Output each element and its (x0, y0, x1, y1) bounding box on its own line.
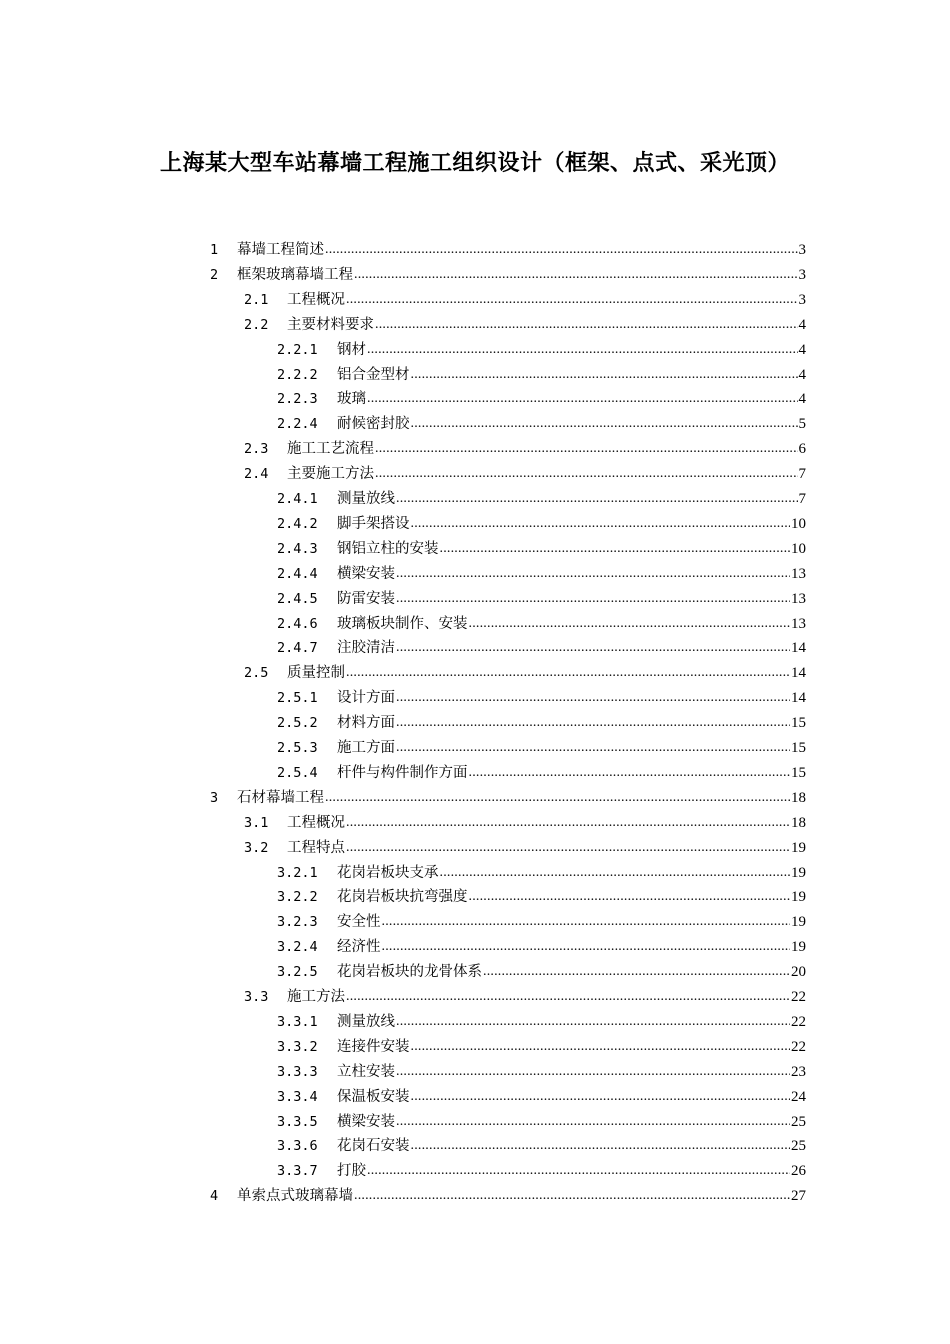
toc-entry-page: 22 (791, 1013, 806, 1030)
toc-entry[interactable] (277, 935, 806, 959)
toc-entry-page: 4 (798, 341, 806, 358)
toc-entry-page: 26 (791, 1163, 806, 1180)
toc-entry-label: 框架玻璃幕墙工程 (237, 266, 353, 283)
toc-entry-number: 3.3.7 (277, 1163, 318, 1180)
toc-dot-leader (354, 263, 798, 287)
toc-dot-leader (375, 313, 798, 337)
toc-entry-number: 4 (210, 1188, 219, 1205)
toc-entry-number: 3.2.1 (277, 864, 318, 881)
toc-entry-number: 3.3.1 (277, 1013, 318, 1030)
toc-entry-label: 单索点式玻璃幕墙 (237, 1188, 353, 1205)
toc-entry[interactable] (244, 437, 806, 461)
toc-entry-page: 14 (791, 665, 806, 682)
toc-entry-label: 石材幕墙工程 (237, 789, 324, 806)
toc-entry-label: 铝合金型材 (337, 366, 410, 383)
toc-entry-number: 3.2.5 (277, 964, 318, 981)
toc-entry-page: 4 (798, 391, 806, 408)
toc-dot-leader (411, 363, 798, 387)
toc-entry-number: 2.1 (244, 291, 269, 308)
toc-entry-number: 3.2.2 (277, 889, 318, 906)
toc-dot-leader (346, 836, 790, 860)
toc-entry[interactable] (277, 1035, 806, 1059)
toc-entry-number: 3.1 (244, 814, 269, 831)
toc-entry-number: 2.4.1 (277, 491, 318, 507)
toc-entry-label: 脚手架搭设 (337, 515, 410, 532)
toc-entry-label: 连接件安装 (337, 1038, 410, 1055)
toc-entry[interactable] (244, 288, 806, 312)
toc-entry-page: 15 (791, 740, 806, 756)
toc-entry-label: 设计方面 (337, 690, 395, 707)
toc-dot-leader (440, 537, 791, 561)
toc-entry-number: 2.4.4 (277, 565, 318, 582)
toc-entry-page: 14 (791, 640, 806, 657)
toc-entry-label: 花岗岩板块抗弯强度 (337, 889, 468, 906)
toc-entry-number: 2 (210, 266, 219, 283)
toc-dot-leader (411, 412, 798, 436)
toc-entry-page: 7 (798, 466, 806, 483)
toc-entry-page: 14 (791, 690, 806, 707)
toc-dot-leader (367, 387, 798, 411)
toc-entry-page: 23 (791, 1063, 806, 1080)
toc-entry[interactable] (210, 238, 806, 262)
toc-entry[interactable] (277, 338, 806, 362)
toc-entry-number: 3.3.6 (277, 1138, 318, 1155)
toc-entry-page: 22 (791, 989, 806, 1005)
toc-entry-label: 施工方面 (337, 740, 395, 756)
toc-entry-page: 19 (791, 914, 806, 931)
toc-dot-leader (375, 462, 798, 486)
toc-entry-label: 工程概况 (287, 291, 345, 308)
toc-entry-page: 15 (791, 764, 806, 781)
toc-entry[interactable] (277, 686, 806, 710)
toc-entry-page: 10 (791, 515, 806, 532)
toc-entry[interactable] (277, 1134, 806, 1158)
toc-dot-leader (354, 1184, 790, 1208)
toc-entry-page: 19 (791, 839, 806, 856)
toc-entry[interactable] (277, 1060, 806, 1084)
toc-entry[interactable] (210, 786, 806, 810)
toc-entry-label: 保温板安装 (337, 1088, 410, 1105)
toc-dot-leader (367, 338, 798, 362)
toc-entry-number: 2.5.1 (277, 690, 318, 707)
toc-dot-leader (396, 562, 790, 586)
toc-entry-page: 19 (791, 864, 806, 881)
toc-entry-number: 3.3.2 (277, 1038, 318, 1055)
toc-entry[interactable] (277, 761, 806, 785)
toc-entry-page: 5 (798, 416, 806, 433)
toc-dot-leader (411, 1134, 791, 1158)
toc-entry[interactable] (277, 1110, 806, 1134)
toc-entry-label: 立柱安装 (337, 1063, 395, 1080)
toc-dot-leader (396, 1010, 790, 1034)
toc-entry[interactable] (277, 537, 806, 561)
toc-entry-number: 2.2.1 (277, 341, 318, 358)
toc-entry[interactable] (244, 462, 806, 486)
toc-entry-page: 15 (791, 715, 806, 732)
toc-entry-number: 3.3.4 (277, 1088, 318, 1105)
toc-entry[interactable] (277, 562, 806, 586)
toc-entry-label: 测量放线 (337, 1013, 395, 1030)
toc-entry-label: 花岗岩板块的龙骨体系 (337, 964, 482, 981)
toc-entry-label: 钢材 (337, 341, 366, 358)
toc-entry-number: 3.2.4 (277, 939, 318, 956)
toc-entry-number: 2.5.3 (277, 740, 318, 756)
toc-entry[interactable] (277, 1010, 806, 1034)
toc-entry-page: 19 (791, 939, 806, 956)
toc-entry-number: 2.5.2 (277, 715, 318, 732)
toc-entry[interactable] (244, 811, 806, 835)
toc-entry-page: 10 (791, 540, 806, 557)
toc-dot-leader (469, 612, 791, 636)
toc-entry-label: 横梁安装 (337, 565, 395, 582)
toc-entry-number: 2.2 (244, 316, 269, 333)
toc-entry-page: 19 (791, 889, 806, 906)
toc-entry-label: 打胶 (337, 1163, 366, 1180)
toc-entry-page: 22 (791, 1038, 806, 1055)
toc-dot-leader (346, 661, 790, 685)
toc-entry-number: 2.4.2 (277, 515, 318, 532)
toc-entry[interactable] (277, 711, 806, 735)
toc-entry-label: 主要材料要求 (287, 316, 374, 333)
toc-dot-leader (396, 736, 790, 760)
toc-entry-number: 2.3 (244, 441, 269, 458)
toc-entry-label: 耐候密封胶 (337, 416, 410, 433)
toc-entry[interactable] (277, 363, 806, 387)
toc-entry[interactable] (277, 636, 806, 660)
toc-entry-label: 杆件与构件制作方面 (337, 764, 468, 781)
toc-entry-label: 材料方面 (337, 715, 395, 732)
toc-entry-label: 幕墙工程简述 (237, 242, 324, 258)
toc-dot-leader (396, 686, 790, 710)
toc-entry-number: 2.4 (244, 466, 269, 483)
toc-entry-page: 7 (798, 491, 806, 507)
toc-entry[interactable] (244, 661, 806, 685)
toc-dot-leader (396, 587, 790, 611)
toc-entry-number: 2.5 (244, 665, 269, 682)
toc-dot-leader (346, 985, 790, 1009)
toc-entry-label: 工程概况 (287, 814, 345, 831)
toc-entry-page: 4 (798, 316, 806, 333)
toc-dot-leader (396, 1110, 790, 1134)
toc-entry-page: 13 (791, 565, 806, 582)
toc-entry[interactable] (277, 1085, 806, 1109)
toc-entry-label: 玻璃板块制作、安装 (337, 615, 468, 632)
toc-entry-number: 1 (210, 242, 219, 258)
toc-dot-leader (396, 711, 790, 735)
toc-dot-leader (375, 437, 798, 461)
toc-entry[interactable] (210, 263, 806, 287)
toc-dot-leader (483, 960, 790, 984)
toc-entry-label: 施工方法 (287, 989, 345, 1005)
toc-dot-leader (325, 238, 798, 262)
toc-entry[interactable] (277, 587, 806, 611)
toc-entry-label: 花岗石安装 (337, 1138, 410, 1155)
toc-entry[interactable] (277, 885, 806, 909)
toc-entry-page: 13 (791, 590, 806, 607)
toc-entry[interactable] (244, 313, 806, 337)
toc-entry[interactable] (277, 612, 806, 636)
toc-dot-leader (469, 885, 791, 909)
toc-entry-page: 3 (798, 291, 806, 308)
toc-entry[interactable] (244, 985, 806, 1009)
toc-dot-leader (469, 761, 791, 785)
toc-entry-page: 18 (791, 814, 806, 831)
toc-dot-leader (346, 288, 798, 312)
document-title: 上海某大型车站幕墙工程施工组织设计（框架、点式、采光顶） (159, 151, 790, 176)
toc-entry[interactable] (277, 487, 806, 511)
toc-dot-leader (396, 487, 798, 511)
toc-entry-number: 3.2 (244, 839, 269, 856)
toc-entry[interactable] (277, 736, 806, 760)
toc-entry-label: 安全性 (337, 914, 381, 931)
toc-entry-number: 3.3.3 (277, 1063, 318, 1080)
toc-entry-page: 6 (798, 441, 806, 458)
toc-entry-label: 施工工艺流程 (287, 441, 374, 458)
toc-dot-leader (325, 786, 790, 810)
toc-entry[interactable] (277, 960, 806, 984)
toc-entry-page: 13 (791, 615, 806, 632)
toc-dot-leader (411, 1035, 791, 1059)
toc-entry[interactable] (244, 836, 806, 860)
toc-dot-leader (367, 1159, 790, 1183)
toc-entry-label: 花岗岩板块支承 (337, 864, 439, 881)
toc-entry-page: 25 (791, 1113, 806, 1130)
toc-dot-leader (382, 910, 791, 934)
toc-entry-label: 主要施工方法 (287, 466, 374, 483)
toc-entry[interactable] (277, 512, 806, 536)
toc-entry-page: 25 (791, 1138, 806, 1155)
toc-dot-leader (411, 1085, 791, 1109)
toc-entry-label: 防雷安装 (337, 590, 395, 607)
toc-entry[interactable] (277, 861, 806, 885)
toc-entry-label: 钢铝立柱的安装 (337, 540, 439, 557)
toc-entry-page: 3 (798, 242, 806, 258)
toc-dot-leader (346, 811, 790, 835)
toc-entry[interactable] (277, 910, 806, 934)
toc-entry-page: 27 (791, 1188, 806, 1205)
toc-entry-label: 测量放线 (337, 491, 395, 507)
toc-entry-number: 2.2.3 (277, 391, 318, 408)
toc-entry-page: 20 (791, 964, 806, 981)
toc-entry-number: 2.2.4 (277, 416, 318, 433)
toc-entry-label: 经济性 (337, 939, 381, 956)
toc-entry-label: 玻璃 (337, 391, 366, 408)
toc-entry-number: 2.4.6 (277, 615, 318, 632)
toc-dot-leader (440, 861, 791, 885)
toc-entry-page: 3 (798, 266, 806, 283)
toc-entry[interactable] (277, 387, 806, 411)
toc-entry[interactable] (277, 1159, 806, 1183)
toc-entry-page: 18 (791, 789, 806, 806)
toc-dot-leader (396, 636, 790, 660)
toc-entry-number: 3.3 (244, 989, 269, 1005)
toc-entry[interactable] (210, 1184, 806, 1208)
toc-entry-page: 4 (798, 366, 806, 383)
toc-entry-number: 3.3.5 (277, 1113, 318, 1130)
toc-entry-label: 质量控制 (287, 665, 345, 682)
toc-entry-label: 横梁安装 (337, 1113, 395, 1130)
toc-dot-leader (396, 1060, 790, 1084)
toc-entry-number: 2.4.5 (277, 590, 318, 607)
toc-entry[interactable] (277, 412, 806, 436)
toc-entry-number: 2.4.7 (277, 640, 318, 657)
toc-entry-label: 注胶清洁 (337, 640, 395, 657)
toc-entry-label: 工程特点 (287, 839, 345, 856)
toc-entry-number: 2.4.3 (277, 540, 318, 557)
toc-dot-leader (382, 935, 791, 959)
toc-entry-number: 3 (210, 789, 219, 806)
toc-dot-leader (411, 512, 791, 536)
toc-entry-page: 24 (791, 1088, 806, 1105)
toc-entry-number: 3.2.3 (277, 914, 318, 931)
toc-entry-number: 2.2.2 (277, 366, 318, 383)
toc-entry-number: 2.5.4 (277, 764, 318, 781)
